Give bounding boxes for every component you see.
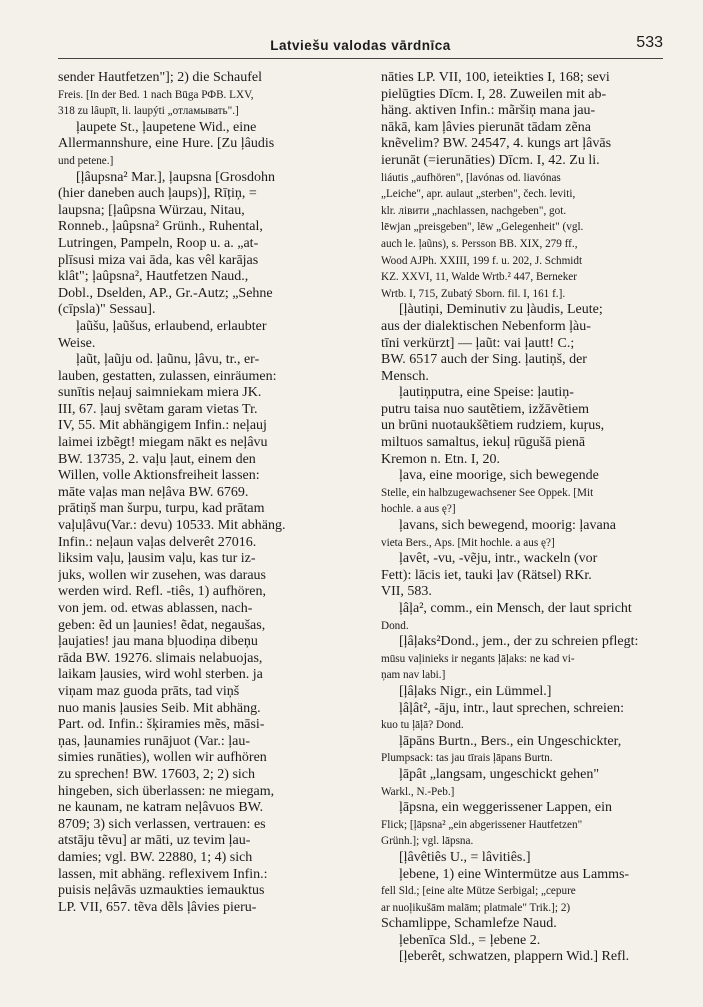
text-line: 8709; 3) sich verlassen, vertrauen: es bbox=[58, 816, 266, 832]
text-line: ļebene, 1) eine Wintermütze aus Lamms- bbox=[399, 866, 630, 882]
text-line: miltuos samaltus, iekuļ rūgušā pienā bbox=[381, 435, 586, 451]
text-line: un brūni nuotaukšẽtiem rudziem, kuŗus, bbox=[381, 418, 605, 434]
text-line: ne kaunam, ne katram neļâvuos BW. bbox=[58, 800, 264, 816]
text-line: (cīpsla)" Sessau]. bbox=[58, 302, 156, 318]
text-line: zu sprechen! BW. 17603, 2; 2) sich bbox=[58, 766, 255, 782]
text-line: juks, wollen wir zusehen, was daraus bbox=[58, 567, 267, 583]
text-line: lēwjan „preisgeben", lēw „Gelegenheit" (vgl. bbox=[381, 221, 584, 234]
text-line: hochle. a aus ę?] bbox=[381, 503, 456, 516]
text-line: ņam nav labi.] bbox=[381, 669, 446, 682]
text-line: klât"; ļaûpsna², Hautfetzen Naud., bbox=[58, 269, 249, 285]
text-line: rāda BW. 19276. slimais nelabuojas, bbox=[58, 650, 263, 666]
page-number: 533 bbox=[636, 34, 663, 51]
text-line: māte vaļas man neļâva BW. 6769. bbox=[58, 484, 249, 500]
text-line: Infin.: neļaun vaļas delverêt 27016. bbox=[58, 534, 257, 550]
text-line: vieta Bers., Aps. [Mit hochle. a aus ę?] bbox=[381, 536, 555, 549]
text-line: laupsna; [ļaûpsna Würzau, Nitau, bbox=[58, 202, 245, 218]
text-line: [ļâļaks Nigr., ein Lümmel.] bbox=[399, 683, 552, 699]
text-line: Wrtb. I, 715, Zubatý Sborn. fil. I, 161 f.]. bbox=[381, 287, 566, 300]
text-line: plīsusi miza vai āda, kas vêl karājas bbox=[58, 252, 259, 268]
text-line: Dobl., Dselden, AP., Gr.-Autz; „Sehne bbox=[58, 285, 273, 301]
text-line: Flick; [ļāpsna² „ein abgerissener Hautfetzen" bbox=[381, 818, 583, 831]
text-line: Weise. bbox=[58, 335, 96, 351]
text-line: VII, 583. bbox=[381, 584, 432, 600]
text-line: nākā, kam ļâvies pierunāt tādam zẽna bbox=[381, 119, 591, 135]
text-line: Dond. bbox=[381, 619, 409, 632]
text-line: [ļâupsna² Mar.], ļaupsna [Grosdohn bbox=[76, 169, 275, 185]
text-line: simies runāties), wollen wir aufhören bbox=[58, 750, 267, 766]
page-header bbox=[58, 34, 663, 59]
text-line: Kremon n. Etn. I, 20. bbox=[381, 451, 500, 467]
text-line: mūsu vaļinieks ir negants ļāļaks: ne kad vi- bbox=[381, 652, 575, 665]
text-line: Part. od. Infin.: šķiramies mẽs, māsi- bbox=[58, 717, 265, 733]
page-title: Latviešu valodas vārdnīca bbox=[270, 38, 451, 53]
text-line: laikam ļausies, wird wohl sterben. ja bbox=[58, 667, 263, 683]
text-line: IV, 55. Mit abhängigem Infin.: neļauj bbox=[58, 418, 267, 434]
text-line: KZ. XXVI, 11, Walde Wrtb.² 447, Berneker bbox=[381, 271, 577, 284]
text-line: (hier daneben auch ļaups)], Rīțiņ, = bbox=[58, 186, 257, 202]
text-line: nāties LP. VII, 100, ieteikties I, 168; sevi bbox=[381, 70, 610, 85]
text-line: Willen, volle Aktionsfreiheit lassen: bbox=[58, 468, 260, 484]
text-line: ļavans, sich bewegend, moorig: ļavana bbox=[399, 518, 616, 534]
text-line: auch le. ļaũns), s. Persson BB. XIX, 279 ff., bbox=[381, 237, 578, 250]
text-line: liáutis „aufhören", [lavónas od. liavónas bbox=[381, 171, 561, 184]
text-line: fell Sld.; [eine alte Mütze Serbigal; „cepure bbox=[381, 885, 576, 898]
text-line: ierunāt (=ierunāties) Dīcm. I, 42. Zu li. bbox=[381, 152, 600, 168]
text-line: liksim vaļu, ļausim vaļu, kas tur iz- bbox=[58, 551, 256, 567]
left-column bbox=[58, 70, 356, 990]
text-line: Stelle, ein halbzugewachsener See Oppek. [Mit bbox=[381, 486, 594, 499]
text-line: putru taisa nuo sautẽtiem, izžāvẽtiem bbox=[381, 401, 589, 417]
text-line: häng. aktiven Infin.: mãršiņ mana jau- bbox=[381, 103, 596, 119]
text-line: Ronneb., ļaûpsna² Grünh., Ruhental, bbox=[58, 219, 263, 235]
text-line: „Leiche", apr. aulaut „sterben", čech. leviti, bbox=[381, 188, 576, 201]
text-line: hingeben, sich überlassen: ne miegam, bbox=[58, 783, 275, 799]
text-line: [ļàutiņi, Deminutiv zu ļàudis, Leute; bbox=[399, 302, 603, 318]
text-line: kuo tu ļāļā? Dond. bbox=[381, 719, 464, 732]
text-line: Warkl., N.-Peb.] bbox=[381, 785, 455, 798]
text-line: pielūgties Dīcm. I, 28. Zuweilen mit ab- bbox=[381, 86, 607, 102]
text-line: damies; vgl. BW. 22880, 1; 4) sich bbox=[58, 849, 253, 865]
text-line: lassen, mit abhäng. reflexivem Infin.: bbox=[58, 866, 268, 882]
text-line: laimei izbẽgt! miegam nākt es neļâvu bbox=[58, 435, 268, 451]
text-line: ļebenīca Sld., = ļebene 2. bbox=[399, 932, 541, 948]
text-line: ļaũt, ļaũju od. ļaũnu, ļâvu, tr., er- bbox=[76, 352, 260, 368]
text-line: [ļeberêt, schwatzen, plappern Wid.] Refl. bbox=[399, 949, 630, 965]
text-line: ļavêt, -vu, -vẽju, intr., wackeln (vor bbox=[399, 551, 598, 567]
text-line: ņas, ļaunamies runājuot (Var.: ļau- bbox=[58, 733, 251, 749]
text-line: nuo manis ļausies Seib. Mit abhäng. bbox=[58, 700, 261, 716]
text-line: ļautiņputra, eine Speise: ļautiņ- bbox=[399, 385, 574, 401]
text-line: ļaupete St., ļaupetene Wid., eine bbox=[76, 119, 257, 135]
text-line: BW. 6517 auch der Sing. ļautiņš, der bbox=[381, 352, 587, 368]
text-line: Grünh.]; vgl. lāpsna. bbox=[381, 835, 474, 848]
text-line: Fett): lācis iet, tauki ļav (Rätsel) RKr. bbox=[381, 567, 592, 583]
text-line: ļâļa², comm., ein Mensch, der laut spricht bbox=[399, 601, 632, 616]
text-line: [ļâvêtiês U., = lâvitiês.] bbox=[399, 849, 531, 865]
text-line: III, 67. ļauj svẽtam garam vietas Tr. bbox=[58, 401, 258, 417]
text-line: Plumpsack: tas jau tīrais ļāpans Burtn. bbox=[381, 752, 553, 765]
text-line: Schamlippe, Schamlefze Naud. bbox=[381, 916, 557, 932]
text-line: ļāpât „langsam, ungeschickt gehen" bbox=[399, 766, 600, 782]
text-line: ļāpāns Burtn., Bers., ein Ungeschickter, bbox=[399, 733, 622, 749]
text-line: ļāpsna, ein weggerissener Lappen, ein bbox=[399, 800, 613, 816]
text-line: und petene.] bbox=[58, 154, 114, 167]
text-line: Mensch. bbox=[381, 368, 429, 384]
text-line: [ļâļaks²Dond., jem., der zu schreien pflegt: bbox=[399, 634, 639, 650]
text-line: ļâļât², -āju, intr., laut sprechen, schreien: bbox=[399, 700, 625, 716]
text-line: 318 zu lâupīt, li. laupýti „отламывать".] bbox=[58, 105, 239, 118]
text-line: sunītis neļauj saimniekam miera JK. bbox=[58, 385, 262, 401]
text-line: ļaũšu, ļaũšus, erlaubend, erlaubter bbox=[76, 318, 267, 334]
text-line: geben: ẽd un ļaunies! ẽdat, negaušas, bbox=[58, 617, 266, 633]
text-line: von jem. od. etwas ablassen, nach- bbox=[58, 601, 253, 616]
text-line: klr. лівити „nachlassen, nachgeben", got. bbox=[381, 204, 567, 217]
text-line: Lutringen, Pampeln, Roop u. a. „at- bbox=[58, 235, 259, 251]
text-line: BW. 13735, 2. vaļu ļaut, einem den bbox=[58, 451, 256, 467]
text-line: lauben, gestatten, zulassen, einräumen: bbox=[58, 368, 277, 384]
text-line: ar nuoļikušām malām; platmale" Trik.]; 2) bbox=[381, 901, 571, 914]
text-line: atstāju tẽvu] ar māti, uz tevim ļau- bbox=[58, 833, 251, 849]
text-line: ļaujaties! jau mana bļuodiņa dibeņu bbox=[58, 634, 258, 650]
text-line: vaļuļâvu(Var.: devu) 10533. Mit abhäng. bbox=[58, 518, 286, 534]
text-line: knẽvelim? BW. 24547, 4. kungs art ļâvās bbox=[381, 136, 612, 152]
right-column bbox=[381, 70, 673, 990]
text-line: prātiņš man šurpu, turpu, kad prātam bbox=[58, 501, 265, 517]
text-line: tīni verkürzt] — ļaũt: vai ļautt! C.; bbox=[381, 335, 575, 351]
text-line: Freis. [In der Bed. 1 nach Būga РФВ. LXV, bbox=[58, 88, 254, 101]
text-line: LP. VII, 657. tẽva dẽls ļâvies pieru- bbox=[58, 899, 257, 915]
text-line: sender Hautfetzen"]; 2) die Schaufel bbox=[58, 70, 262, 85]
text-line: ļava, eine moorige, sich bewegende bbox=[399, 468, 599, 484]
text-line: werden wird. Refl. -tiês, 1) aufhören, bbox=[58, 584, 266, 600]
text-line: puisis neļâvās uzmaukties iemauktus bbox=[58, 883, 265, 899]
text-line: aus der dialektischen Nebenform ļàu- bbox=[381, 318, 591, 334]
text-line: Allermannshure, eine Hure. [Zu ļâudis bbox=[58, 136, 275, 152]
text-line: Wood AJPh. XXIII, 199 f. u. 202, J. Schmidt bbox=[381, 254, 583, 267]
text-line: viņam maz guoda prāts, tad viņš bbox=[58, 683, 240, 699]
